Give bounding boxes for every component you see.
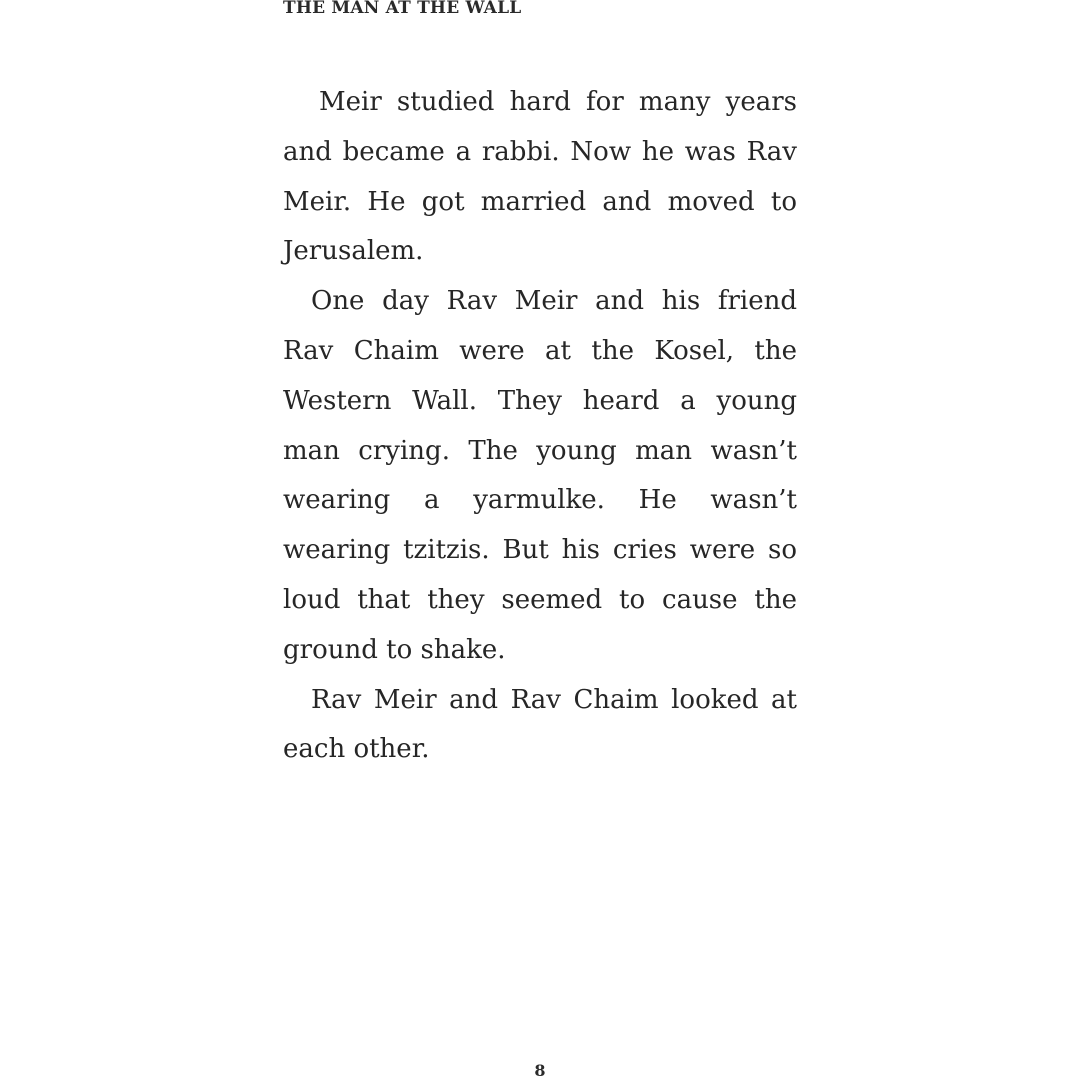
page-number: 8 [534,1061,546,1080]
paragraph-3: Rav Meir and Rav Chaim looked at each other. [283,684,797,765]
body-text [283,78,797,775]
paragraph-1: Meir studied hard for many years and became a rabbi. Now he was Rav Meir. He got married and moved to Jerusalem. [283,87,797,267]
running-head: THE MAN AT THE WALL [283,0,522,18]
paragraph-2: One day Rav Meir and his friend Rav Chaim were at the Kosel, the Western Wall. They heard a young man crying. The young man wasn’t wearing a yarmulke. He wasn’t wearing tzitzis. But his cries were so loud that they seemed to cause the ground to shake. [283,286,797,665]
